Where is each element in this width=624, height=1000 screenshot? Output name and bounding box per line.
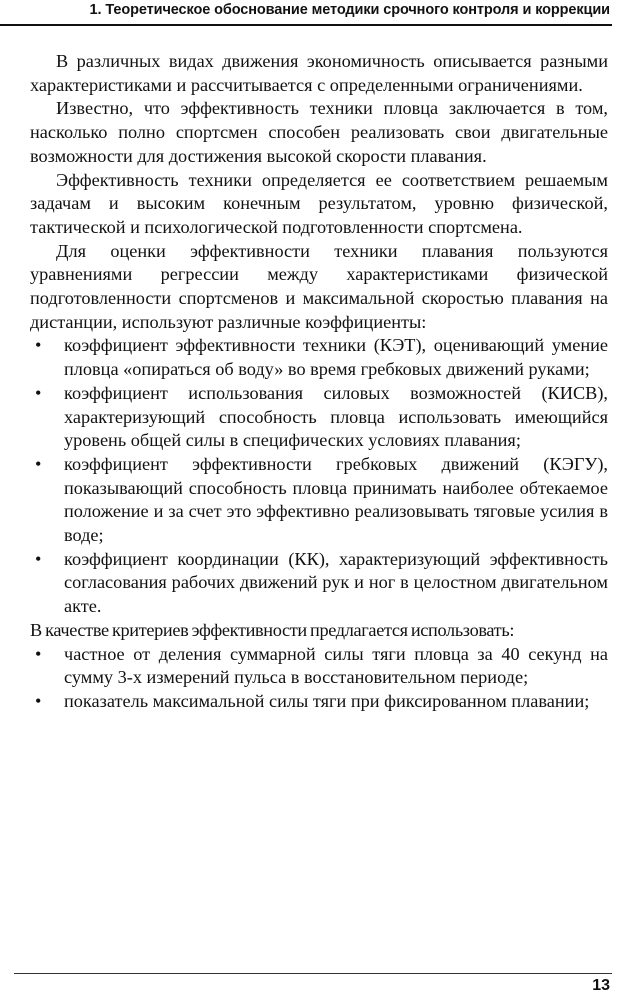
- coefficients-list: [30, 334, 608, 618]
- criteria-intro: В качестве критериев эффективности предлагается использовать:: [30, 619, 515, 640]
- footer-rule: [14, 973, 612, 974]
- list-item: • частное от деления суммарной силы тяги пловца за 40 секунд на сумму 3-х измерений пульса в восстановительном периоде;: [30, 643, 608, 690]
- paragraph-evaluation: Для оценки эффективности техники плавания пользуются уравнениями регрессии между характеристиками физической подготовленности спортсменов и максимальной скоростью плавания на дистанции, используют различные коэффициенты:: [30, 240, 608, 332]
- list-item: • показатель максимальной силы тяги при фиксированном плавании;: [30, 690, 608, 714]
- paragraph-technique-efficiency: Известно, что эффективность техники пловца заключается в том, насколько полно спортсмен способен реализовать свои двигательные возможности для достижения высокой скорости плавания.: [30, 98, 608, 166]
- list-item: • коэффициент эффективности гребковых движений (КЭГУ), показывающий способность пловца принимать наиболее обтекаемое положение и за счет это эффективно реализовывать тяговые усилия в воде;: [30, 453, 608, 548]
- list-item: • коэффициент использования силовых возможностей (КИСВ), характеризующий способность пловца использовать имеющийся уровень общей силы в специфических условиях плавания;: [30, 382, 608, 453]
- paragraph-economy: В различных видах движения экономичность описывается разными характеристиками и рассчитывается с определенными ограничениями.: [30, 51, 608, 95]
- chapter-title: 1. Теоретическое обоснование методики срочного контроля и коррекции: [89, 2, 610, 18]
- running-header: [0, 0, 624, 30]
- list-item: • коэффициент координации (КК), характеризующий эффективность согласования рабочих движений рук и ног в целостном двигательном акте.: [30, 548, 608, 619]
- criteria-list: [30, 643, 608, 714]
- page-number: 13: [592, 977, 610, 994]
- header-rule: [0, 24, 612, 26]
- paragraph-technique-definition: Эффективность техники определяется ее соответствием решаемым задачам и высоким конечным результатом, уровню физической, тактической и психологической подготовленности спортсмена.: [30, 169, 608, 237]
- list-item: • коэффициент эффективности техники (КЭТ), оценивающий умение пловца «опираться об воду» во время гребковых движений руками;: [30, 334, 608, 381]
- page-body: [30, 50, 608, 714]
